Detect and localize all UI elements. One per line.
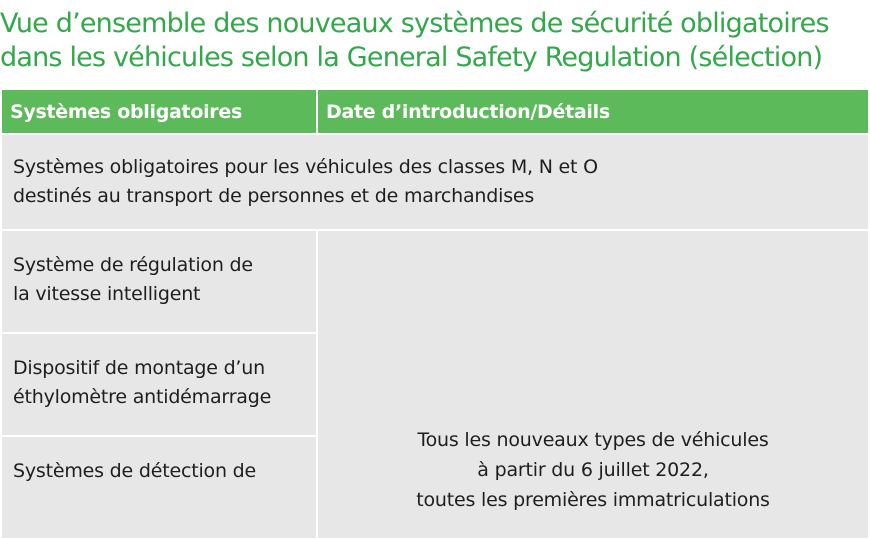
table-header-row bbox=[1, 89, 869, 134]
detail-line-2: à partir du 6 juillet 2022, bbox=[477, 458, 709, 481]
section-row bbox=[1, 134, 869, 230]
column-header-systems: Systèmes obligatoires bbox=[1, 89, 317, 134]
system-cell-alcohol-interlock bbox=[1, 333, 317, 436]
detail-line-1: Tous les nouveaux types de véhicules bbox=[417, 428, 769, 451]
system-cell-speed-assistance bbox=[1, 230, 317, 333]
section-line-1: Systèmes obligatoires pour les véhicules des classes M, N et O bbox=[13, 156, 598, 178]
detail-line-3: toutes les premières immatriculations bbox=[416, 488, 770, 511]
column-header-date-details: Date d’introduction/Détails bbox=[317, 89, 869, 134]
system-line-1: Systèmes de détection de bbox=[13, 460, 256, 482]
system-line-1: Dispositif de montage d’un bbox=[13, 357, 265, 379]
table-row bbox=[1, 230, 869, 333]
detail-cell-merged bbox=[317, 230, 869, 539]
safety-systems-table bbox=[0, 88, 870, 540]
system-cell-detection bbox=[1, 436, 317, 539]
system-line-2: la vitesse intelligent bbox=[13, 283, 201, 305]
system-line-1: Système de régulation de bbox=[13, 254, 253, 276]
page-title-line-2: dans les véhicules selon la General Safety Regulation (sélection) bbox=[0, 42, 823, 73]
page-title bbox=[0, 7, 870, 75]
section-line-2: destinés au transport de personnes et de marchandises bbox=[13, 185, 535, 207]
section-cell bbox=[1, 134, 869, 230]
system-line-2: éthylomètre antidémarrage bbox=[13, 386, 272, 408]
page-title-line-1: Vue d’ensemble des nouveaux systèmes de sécurité obligatoires bbox=[0, 8, 829, 39]
